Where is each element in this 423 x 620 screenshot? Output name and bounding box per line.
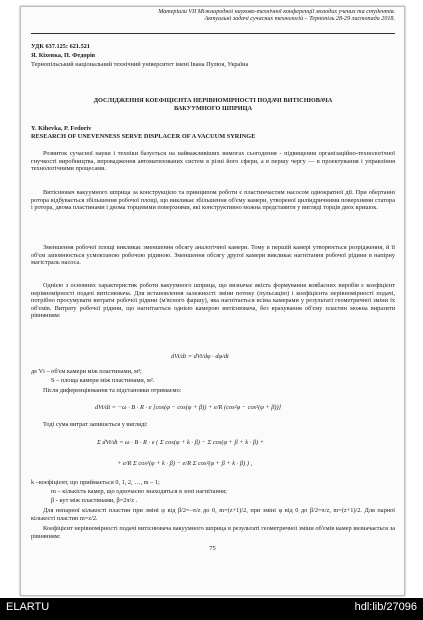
- repository-footer: [0, 598, 423, 620]
- affiliation: Тернопільський національний технічний університет імені Івана Пулюя, Україна: [31, 61, 249, 68]
- authors-en: Y. Kihevka, P. Fedoriv: [31, 125, 92, 132]
- text-after-differentiation: Після диференціювання та підстановки отримаємо:: [43, 387, 182, 394]
- formula-chamber-flow: dVi/dt = −ω · B · R · e [cos(φ − cos(φ + β)) + e/R (cos²φ − cos²(φ + β))]: [95, 404, 282, 411]
- header-divider: [31, 33, 395, 34]
- title-ua: ДОСЛІДЖЕННЯ КОЕФІЦІЄНТА НЕРІВНОМІРНОСТІ ПОДАЧІ ВИТІСНЮВАЧА ВАКУУМНОГО ШПРИЦА: [93, 97, 333, 112]
- definition-k: k –коефіцієнт, що приймається 0, 1, 2, …, m – 1;: [31, 479, 160, 486]
- udc-code: УДК 637.125: 621.521: [31, 43, 91, 50]
- conference-header: [31, 9, 395, 23]
- repository-name: ELARTU: [6, 601, 50, 613]
- definition-beta: β - кут між пластинами, β=2π/z .: [51, 497, 138, 504]
- formula-sum-line-2: + e/R Σ cos²(φ + k · β) − e/R Σ cos²(φ + β + k · β) ) ,: [117, 460, 253, 467]
- page-number: 75: [209, 545, 216, 552]
- handle-identifier: hdl:lib/27096: [354, 601, 417, 613]
- paragraph-1: Розвиток сучасної науки і техніки базується на найважливіших вимогах сьогодення - підвищення організаційно-технологічної гнучкості виробництва, впровадження автоматизованих систем в різні його сфери, а в першу чергу — в проектування і управління технологічними процесами.: [31, 150, 395, 173]
- paragraph-unevenness-coefficient: Коефіцієнт нерівномірності подачі витіснювача вакуумного шприца в результаті геометричної зміни об'ємів камер визначається за рівнянням:: [31, 525, 395, 540]
- authors-ua: Я. Кіхевка, П. Федорів: [31, 52, 96, 59]
- paragraph-plate-count: Для непарної кількості пластин при зміні φ від β/2=–π/z до 0, m=(z+1)/2, при зміні φ від 0 до β/2=π/z, m=(z+1)/2. Для парної кількості пластин m=z/2.: [31, 507, 395, 522]
- header-line-2: Актуальні задачі сучасних технологій – Тернопіль 28-29 листопада 2018.: [204, 16, 395, 23]
- formula-sum-line-1: Σ dVi/dt = ω · B · R · e ( Σ cos(φ + k · β) − Σ cos(φ + β + k · β) +: [97, 439, 265, 446]
- paragraph-3: Зменшення робочої площі викликає зменшення обсягу аналогічної камери. Тому в першій камері утворюється розрідження, й її об'єм заповнюється усмоктаною робочою рідиною. Зменшення обсягу другої камери викликає нагнітання робочої рідини в напірну магістраль насоса.: [31, 244, 395, 267]
- journal-page: [20, 6, 405, 596]
- paragraph-2: Витіснювач вакуумного шприца за конструкцією та принципом роботи є пластинчастим насосом однократної дії. При обертанні ротора відбувається збільшення робочої площі, що викликає збільшення об'єму камери, утвореної циліндричними поверхнями статора і ротора, двома пластинами і двома торцевими поверхнями, які конструктивно можна представити у вигляді торців двох кришок.: [31, 189, 395, 212]
- title-en: RESEARCH OF UNEVENNESS SERVE DISPLACER OF A VACUUM SYRINGE: [31, 133, 256, 140]
- text-total-flow: Тоді сума витрат запишеться у вигляді:: [43, 421, 148, 428]
- formula-flow-derivative: dVi/dt = dVi/dφ · dφ/dt: [171, 353, 229, 360]
- paragraph-4: Однією з основних характеристик роботи вакуумного шприца, що визначає якість формування ковбасних виробів є коефіцієнт нерівномірності подачі витіснювача. Для встановлення залежності зміни потоку (пульсацію) і коефіцієнта нерівномірності подачі, потрібно просумувати витрати робочої рідини (м'ясного фаршу), яка нагнітається всіма камерами у результаті геометричної зміни їх об'ємів. Витрату робочої рідини, що нагнітається однією камерою витіснювача, без врахування об'єму пластин можна виразити рівнянням:: [31, 282, 395, 320]
- definition-area: S – площа камери між пластинами, м².: [51, 377, 155, 384]
- header-line-1: Матеріали VII Міжнародної науково-технічної конференції молодих учених та студентів.: [158, 9, 395, 15]
- definition-m: m – кількість камер, що одночасно знаходяться в зоні нагнітання;: [51, 488, 227, 495]
- definition-volume: де Vі – об'єм камери між пластинами, м³;: [31, 368, 142, 375]
